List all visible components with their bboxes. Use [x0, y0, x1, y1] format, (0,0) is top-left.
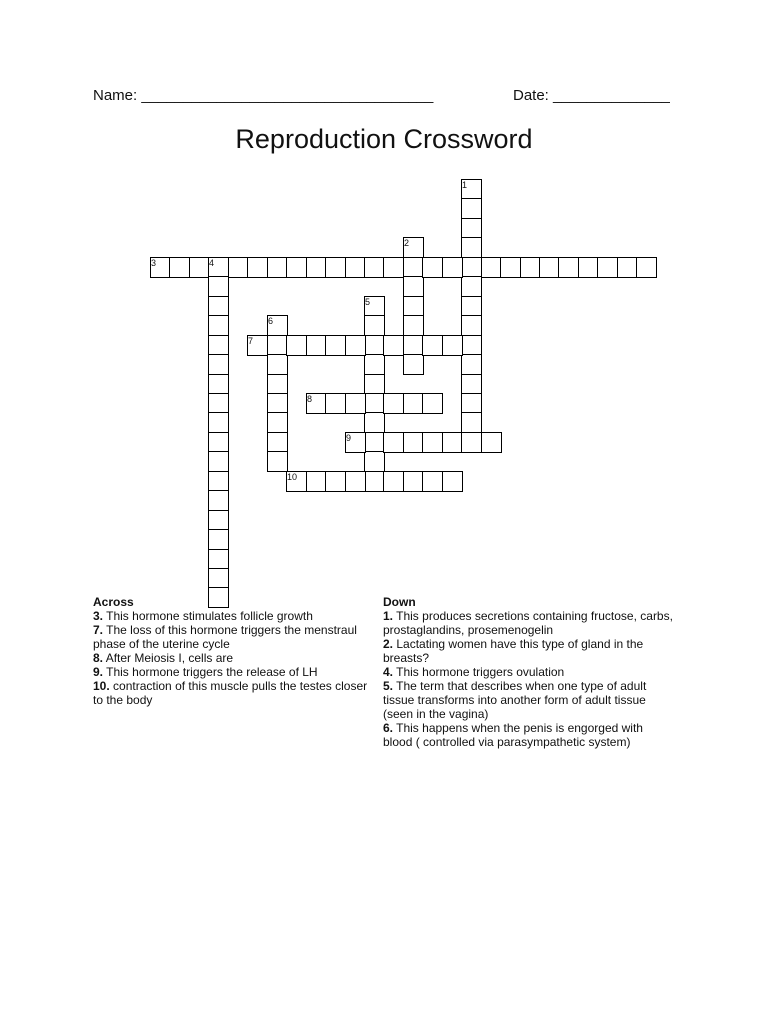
grid-cell[interactable]	[461, 412, 482, 433]
clue-number: 7.	[93, 623, 104, 637]
grid-cell[interactable]	[461, 432, 482, 453]
grid-cell[interactable]	[169, 257, 190, 278]
grid-cell[interactable]	[383, 393, 404, 414]
grid-cell[interactable]	[403, 276, 424, 297]
grid-cell[interactable]	[286, 471, 307, 492]
grid-cell[interactable]	[636, 257, 657, 278]
grid-cell[interactable]	[208, 568, 229, 589]
clue-number-label: 2	[404, 238, 410, 248]
grid-cell[interactable]	[422, 257, 443, 278]
grid-cell[interactable]	[208, 490, 229, 511]
grid-cell[interactable]	[617, 257, 638, 278]
clue-number-label: 6	[268, 316, 274, 326]
grid-cell[interactable]	[403, 315, 424, 336]
grid-cell[interactable]	[461, 257, 482, 278]
grid-cell[interactable]	[208, 335, 229, 356]
grid-cell[interactable]	[597, 257, 618, 278]
grid-cell[interactable]	[403, 335, 424, 356]
grid-cell[interactable]	[208, 374, 229, 395]
grid-cell[interactable]	[267, 315, 288, 336]
grid-cell[interactable]	[325, 471, 346, 492]
grid-cell[interactable]	[422, 432, 443, 453]
grid-cell[interactable]	[461, 179, 482, 200]
grid-cell[interactable]	[286, 335, 307, 356]
across-clue-8	[93, 651, 378, 665]
grid-cell[interactable]	[383, 335, 404, 356]
grid-cell[interactable]	[286, 257, 307, 278]
grid-cell[interactable]	[208, 393, 229, 414]
grid-cell[interactable]	[403, 237, 424, 258]
down-clue-6	[383, 721, 673, 749]
grid-cell[interactable]	[364, 296, 385, 317]
grid-cell[interactable]	[208, 471, 229, 492]
grid-cell[interactable]	[383, 257, 404, 278]
grid-cell[interactable]	[481, 257, 502, 278]
grid-cell[interactable]	[228, 257, 249, 278]
clue-number-label: 1	[462, 180, 468, 190]
grid-cell[interactable]	[461, 335, 482, 356]
clue-text: This produces secretions containing fructose, carbs, prostaglandins, prosemenogelin	[383, 609, 673, 637]
clue-number: 10.	[93, 679, 110, 693]
clue-text: This happens when the penis is engorged with blood ( controlled via parasympathetic system)	[383, 721, 643, 749]
clue-number: 4.	[383, 665, 394, 679]
clue-number: 5.	[383, 679, 394, 693]
clue-number: 1.	[383, 609, 394, 623]
grid-cell[interactable]	[442, 335, 463, 356]
date-field-line: Date: ______________	[513, 87, 670, 104]
grid-cell[interactable]	[461, 276, 482, 297]
grid-cell[interactable]	[422, 335, 443, 356]
grid-cell[interactable]	[247, 257, 268, 278]
clue-text: This hormone triggers the release of LH	[106, 665, 318, 679]
grid-cell[interactable]	[383, 471, 404, 492]
grid-cell[interactable]	[442, 257, 463, 278]
clue-number: 3.	[93, 609, 104, 623]
grid-cell[interactable]	[325, 257, 346, 278]
grid-cell[interactable]	[364, 354, 385, 375]
down-clue-1	[383, 609, 673, 637]
grid-cell[interactable]	[364, 257, 385, 278]
grid-cell[interactable]	[403, 471, 424, 492]
grid-cell[interactable]	[247, 335, 268, 356]
grid-cell[interactable]	[208, 510, 229, 531]
grid-cell[interactable]	[403, 257, 424, 278]
grid-cell[interactable]	[267, 451, 288, 472]
grid-cell[interactable]	[208, 257, 229, 278]
grid-cell[interactable]	[306, 257, 327, 278]
clue-text: contraction of this muscle pulls the testes closer to the body	[93, 679, 368, 707]
grid-cell[interactable]	[383, 432, 404, 453]
grid-cell[interactable]	[461, 296, 482, 317]
grid-cell[interactable]	[345, 257, 366, 278]
grid-cell[interactable]	[422, 471, 443, 492]
grid-cell[interactable]	[461, 374, 482, 395]
grid-cell[interactable]	[208, 529, 229, 550]
grid-cell[interactable]	[267, 257, 288, 278]
grid-cell[interactable]	[306, 393, 327, 414]
grid-cell[interactable]	[364, 393, 385, 414]
page-title: Reproduction Crossword	[235, 124, 533, 154]
clue-number: 8.	[93, 651, 104, 665]
grid-cell[interactable]	[403, 393, 424, 414]
grid-cell[interactable]	[520, 257, 541, 278]
grid-cell[interactable]	[442, 471, 463, 492]
grid-cell[interactable]	[267, 393, 288, 414]
grid-cell[interactable]	[500, 257, 521, 278]
clue-number-label: 10	[287, 472, 298, 482]
grid-cell[interactable]	[461, 393, 482, 414]
grid-cell[interactable]	[461, 315, 482, 336]
grid-cell[interactable]	[150, 257, 171, 278]
clue-number: 2.	[383, 637, 394, 651]
grid-cell[interactable]	[345, 335, 366, 356]
grid-cell[interactable]	[461, 198, 482, 219]
down-heading: Down	[383, 595, 416, 609]
grid-cell[interactable]	[364, 412, 385, 433]
grid-cell[interactable]	[345, 432, 366, 453]
grid-cell[interactable]	[364, 432, 385, 453]
across-clue-9	[93, 665, 378, 679]
down-clue-4	[383, 665, 673, 679]
grid-cell[interactable]	[403, 296, 424, 317]
across-clue-7	[93, 623, 378, 651]
grid-cell[interactable]	[461, 237, 482, 258]
clue-number: 6.	[383, 721, 394, 735]
grid-cell[interactable]	[208, 296, 229, 317]
clue-text: The term that describes when one type of adult tissue transforms into another form of adult tissue (seen in the vagina)	[383, 679, 647, 721]
grid-cell[interactable]	[267, 412, 288, 433]
grid-cell[interactable]	[267, 354, 288, 375]
clue-number-label: 4	[209, 258, 215, 268]
across-clue-10	[93, 679, 378, 707]
grid-cell[interactable]	[481, 432, 502, 453]
grid-cell[interactable]	[442, 432, 463, 453]
clue-number-label: 5	[365, 297, 371, 307]
down-clue-5	[383, 679, 673, 721]
grid-cell[interactable]	[189, 257, 210, 278]
grid-cell[interactable]	[345, 393, 366, 414]
clue-text: Lactating women have this type of gland in the breasts?	[383, 637, 644, 665]
grid-cell[interactable]	[461, 218, 482, 239]
grid-cell[interactable]	[208, 549, 229, 570]
grid-cell[interactable]	[208, 432, 229, 453]
grid-cell[interactable]	[267, 374, 288, 395]
grid-cell[interactable]	[558, 257, 579, 278]
grid-cell[interactable]	[267, 335, 288, 356]
clue-text: This hormone stimulates follicle growth	[106, 609, 313, 623]
clue-number-label: 7	[248, 336, 254, 346]
clue-text: After Meiosis I, cells are	[105, 651, 234, 665]
grid-cell[interactable]	[364, 451, 385, 472]
grid-cell[interactable]	[364, 374, 385, 395]
clue-number-label: 3	[151, 258, 157, 268]
grid-cell[interactable]	[325, 393, 346, 414]
grid-cell[interactable]	[364, 471, 385, 492]
down-clues	[383, 595, 673, 749]
grid-cell[interactable]	[208, 276, 229, 297]
grid-cell[interactable]	[208, 354, 229, 375]
clue-text: This hormone triggers ovulation	[396, 665, 565, 679]
grid-cell[interactable]	[267, 432, 288, 453]
grid-cell[interactable]	[422, 393, 443, 414]
grid-cell[interactable]	[306, 335, 327, 356]
grid-cell[interactable]	[345, 471, 366, 492]
grid-cell[interactable]	[306, 471, 327, 492]
grid-cell[interactable]	[364, 315, 385, 336]
across-heading: Across	[93, 595, 134, 609]
grid-cell[interactable]	[403, 354, 424, 375]
across-clue-3	[93, 609, 378, 623]
grid-cell[interactable]	[325, 335, 346, 356]
grid-cell[interactable]	[539, 257, 560, 278]
clue-number-label: 8	[307, 394, 313, 404]
clue-number-label: 9	[346, 433, 352, 443]
clue-text: The loss of this hormone triggers the menstraul phase of the uterine cycle	[93, 623, 357, 651]
grid-cell[interactable]	[208, 451, 229, 472]
clue-number: 9.	[93, 665, 104, 679]
down-clue-2	[383, 637, 673, 665]
grid-cell[interactable]	[208, 412, 229, 433]
name-field-line: Name: ___________________________________	[93, 87, 434, 104]
grid-cell[interactable]	[403, 432, 424, 453]
grid-cell[interactable]	[364, 335, 385, 356]
grid-cell[interactable]	[461, 354, 482, 375]
grid-cell[interactable]	[208, 315, 229, 336]
across-clues	[93, 595, 378, 707]
grid-cell[interactable]	[578, 257, 599, 278]
